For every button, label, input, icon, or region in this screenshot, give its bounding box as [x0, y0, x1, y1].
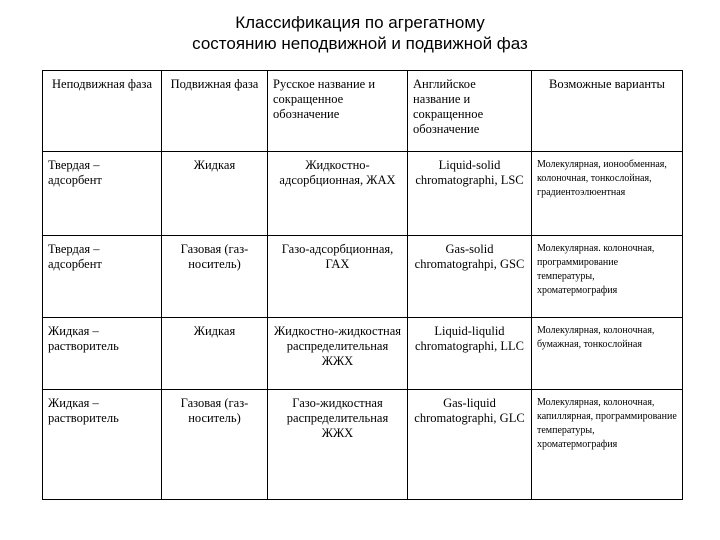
header-english-name: Английское название и сокращенное обозначение — [408, 71, 532, 152]
table-row — [43, 152, 683, 236]
header-mobile-phase: Подвижная фаза — [162, 71, 268, 152]
cell-mobile: Жидкая — [162, 318, 268, 390]
header-russian-name: Русское название и сокращенное обозначение — [268, 71, 408, 152]
cell-stationary: Жидкая – растворитель — [43, 390, 162, 500]
cell-mobile: Газовая (газ-носитель) — [162, 236, 268, 318]
cell-mobile: Газовая (газ-носитель) — [162, 390, 268, 500]
table-row — [43, 318, 683, 390]
cell-russian-name: Газо-жидкостная распределительная ЖЖХ — [268, 390, 408, 500]
cell-english-name: Liquid-liqulid chromatographi, LLC — [408, 318, 532, 390]
header-variants: Возможные варианты — [532, 71, 683, 152]
cell-variants: Молекулярная, ионообменная, колоночная, тонкослойная, градиентоэлюентная — [532, 152, 683, 236]
cell-variants: Молекулярная. колоночная, программирование температуры, хроматермография — [532, 236, 683, 318]
cell-variants: Молекулярная, колоночная, капиллярная, программирование температуры, хроматермография — [532, 390, 683, 500]
cell-stationary: Жидкая – растворитель — [43, 318, 162, 390]
cell-mobile: Жидкая — [162, 152, 268, 236]
table-row — [43, 236, 683, 318]
slide-title-line-1: Классификация по агрегатному — [235, 13, 485, 32]
header-stationary-phase: Неподвижная фаза — [43, 71, 162, 152]
cell-english-name: Gas-liquid chromatographi, GLC — [408, 390, 532, 500]
cell-russian-name: Жидкостно-жидкостная распределительная ЖЖХ — [268, 318, 408, 390]
table-row — [43, 390, 683, 500]
cell-variants: Молекулярная, колоночная, бумажная, тонкослойная — [532, 318, 683, 390]
slide-title-line-2: состоянию неподвижной и подвижной фаз — [192, 34, 528, 53]
cell-stationary: Твердая – адсорбент — [43, 236, 162, 318]
cell-stationary: Твердая – адсорбент — [43, 152, 162, 236]
cell-english-name: Gas-solid chromatograhpi, GSC — [408, 236, 532, 318]
classification-table — [42, 70, 683, 500]
cell-russian-name: Газо-адсорбционная, ГАХ — [268, 236, 408, 318]
cell-english-name: Liquid-solid chromatographi, LSC — [408, 152, 532, 236]
slide-title — [0, 12, 720, 54]
cell-russian-name: Жидкостно-адсорбционная, ЖАХ — [268, 152, 408, 236]
table-header-row — [43, 71, 683, 152]
